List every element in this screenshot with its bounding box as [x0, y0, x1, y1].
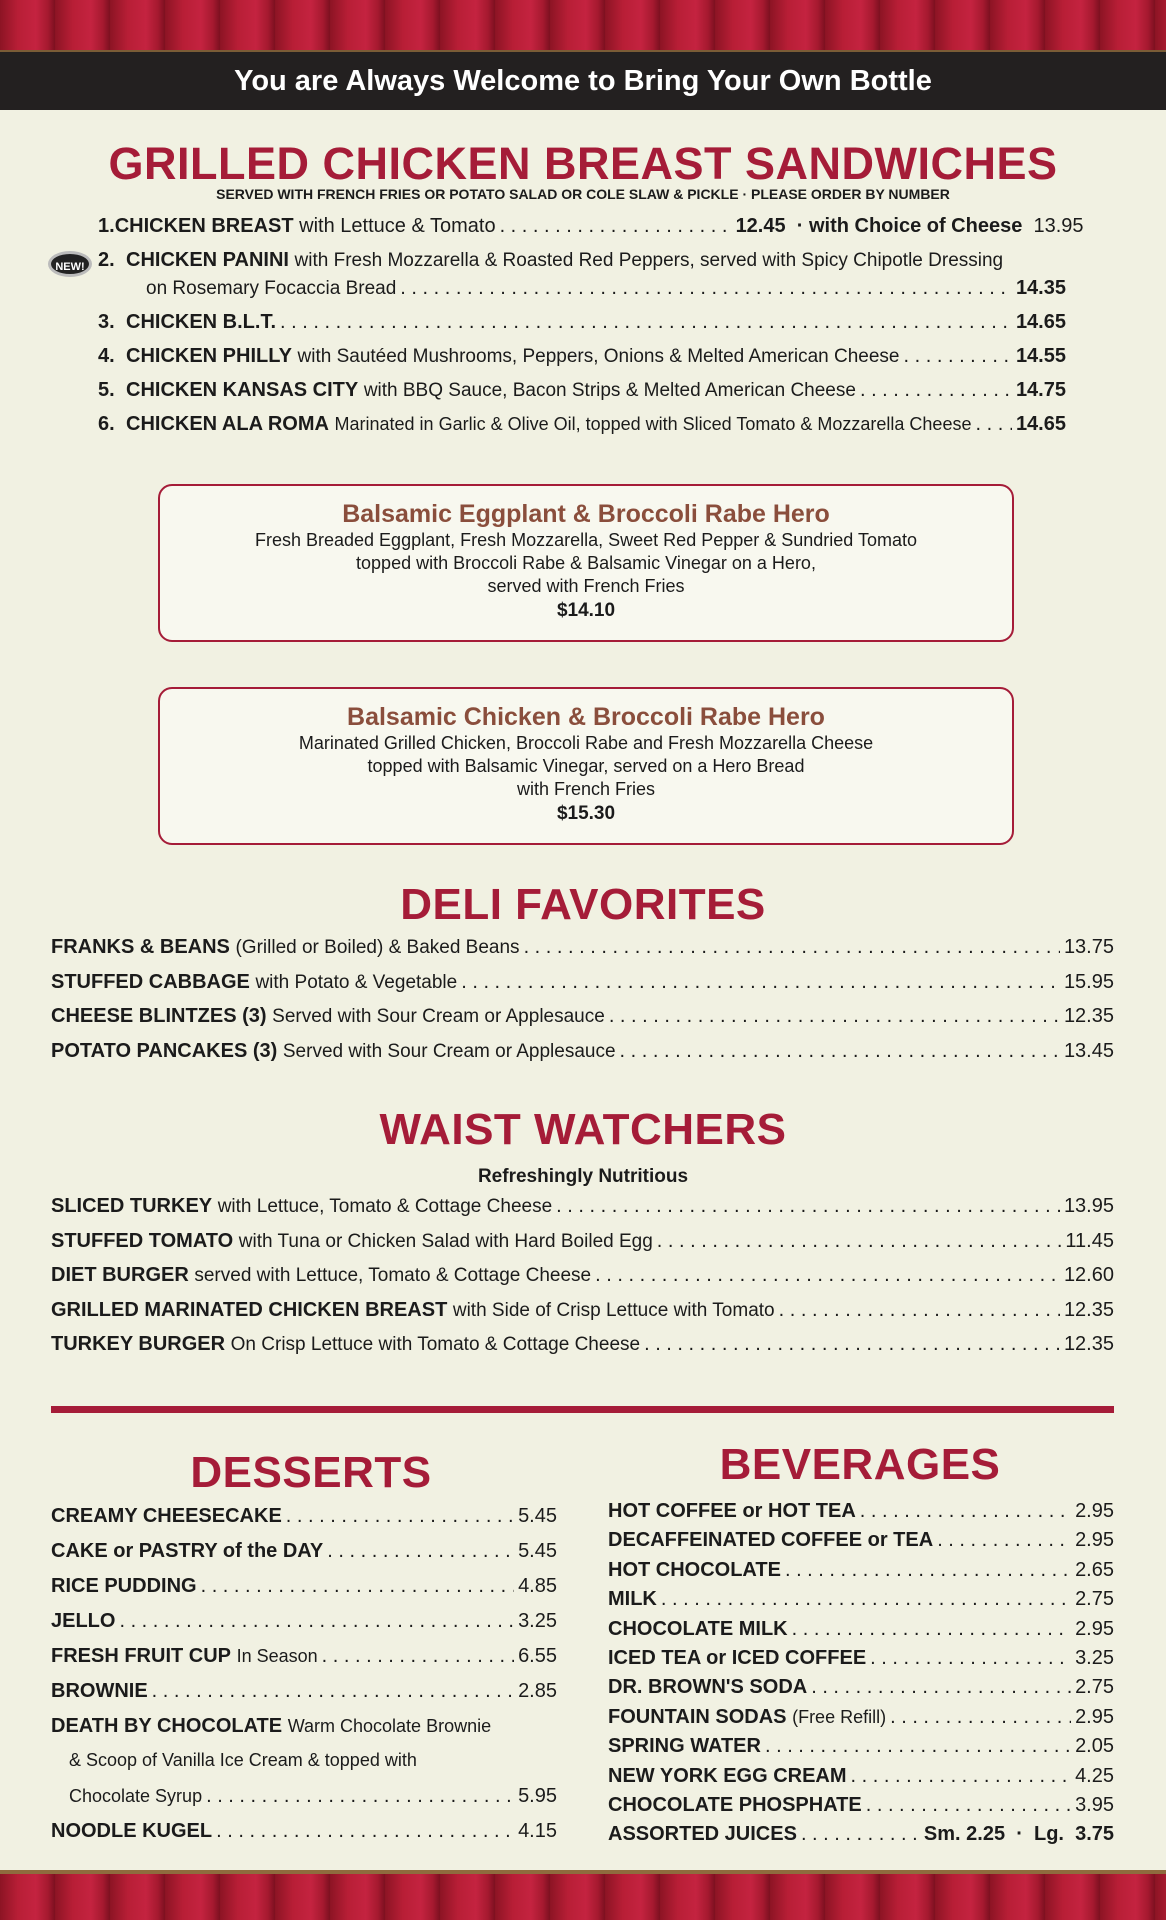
deli-title: DELI FAVORITES [400, 880, 766, 929]
list-item: CREAMY CHEESECAKE . . . 5.45 [51, 1505, 557, 1540]
list-item: 2. CHICKEN PANINI with Fresh Mozzarella & Roasted Red Peppers, served with Spicy Chipotle Dressing [98, 249, 1004, 271]
list-item: MILK . . . 2.75 [608, 1588, 1114, 1617]
list-item: 1. CHICKEN BREAST with Lettuce & Tomato . . . 12.45 · with Choice of Cheese 13.95 [98, 215, 1066, 249]
list-item: RICE PUDDING . . . 4.85 [51, 1575, 557, 1610]
list-item: 3. CHICKEN B.L.T. . . . 14.65 [98, 311, 1066, 345]
list-item: CHEESE BLINTZES (3) Served with Sour Cream or Applesauce . . . 12.35 [51, 1005, 1114, 1040]
list-item: TURKEY BURGER On Crisp Lettuce with Tomato & Cottage Cheese . . . 12.35 [51, 1333, 1114, 1368]
chicken-hero-box: Balsamic Chicken & Broccoli Rabe Hero Marinated Grilled Chicken, Broccoli Rabe and Fresh Mozzarella Cheese topped with Balsamic Vinegar, served on a Hero Bread with French Fries $15.30 [158, 687, 1014, 845]
list-item: DIET BURGER served with Lettuce, Tomato & Cottage Cheese . . . 12.60 [51, 1264, 1114, 1299]
list-item: HOT COFFEE or HOT TEA . . . 2.95 [608, 1500, 1114, 1529]
waist-subtitle: Refreshingly Nutritious [477, 1166, 689, 1187]
list-item: NOODLE KUGEL . . . 4.15 [51, 1820, 557, 1855]
list-item-continued: Chocolate Syrup . . . 5.95 [51, 1785, 557, 1820]
desserts-list [51, 1505, 557, 1855]
list-item-continued: & Scoop of Vanilla Ice Cream & topped with [69, 1750, 417, 1770]
desserts-title: DESSERTS [190, 1448, 432, 1497]
hero-title: Balsamic Eggplant & Broccoli Rabe Hero [342, 500, 830, 528]
sandwich-list [98, 215, 1084, 447]
list-item: DEATH BY CHOCOLATE Warm Chocolate Brownie [51, 1715, 492, 1737]
list-item: JELLO . . . 3.25 [51, 1610, 557, 1645]
waist-title: WAIST WATCHERS [379, 1105, 787, 1154]
list-item: SLICED TURKEY with Lettuce, Tomato & Cottage Cheese . . . 13.95 [51, 1195, 1114, 1230]
list-item: 4. CHICKEN PHILLY with Sautéed Mushrooms, Peppers, Onions & Melted American Cheese . . . 14.55 [98, 345, 1066, 379]
list-item: HOT CHOCOLATE . . . 2.65 [608, 1559, 1114, 1588]
list-item: ASSORTED JUICES . . . Sm. 2.25 · Lg. 3.75 [608, 1823, 1114, 1852]
list-item: NEW YORK EGG CREAM . . . 4.25 [608, 1765, 1114, 1794]
section-divider [51, 1406, 1114, 1413]
list-item: ICED TEA or ICED COFFEE . . . 3.25 [608, 1647, 1114, 1676]
list-item: POTATO PANCAKES (3) Served with Sour Cream or Applesauce . . . 13.45 [51, 1040, 1114, 1075]
list-item: SPRING WATER . . . 2.05 [608, 1735, 1114, 1764]
list-item: CHOCOLATE PHOSPHATE . . . 3.95 [608, 1794, 1114, 1823]
sandwiches-title: GRILLED CHICKEN BREAST SANDWICHES [108, 138, 1058, 189]
beverages-list [608, 1500, 1114, 1853]
list-item: DECAFFEINATED COFFEE or TEA . . . 2.95 [608, 1529, 1114, 1558]
hero-price: $14.10 [556, 600, 616, 621]
list-item: CAKE or PASTRY of the DAY . . . 5.45 [51, 1540, 557, 1575]
list-item: FRESH FRUIT CUP In Season . . . 6.55 [51, 1645, 557, 1680]
eggplant-hero-box: Balsamic Eggplant & Broccoli Rabe Hero Fresh Breaded Eggplant, Fresh Mozzarella, Sweet Red Pepper & Sundried Tomato topped with Broccoli Rabe & Balsamic Vinegar on a Hero, served with French Fries $14.10 [158, 484, 1014, 642]
waist-list [51, 1195, 1114, 1368]
list-item: 6. CHICKEN ALA ROMA Marinated in Garlic & Olive Oil, topped with Sliced Tomato & Mozzarella Cheese . . . 14.65 [98, 413, 1066, 447]
list-item: STUFFED CABBAGE with Potato & Vegetable . . . 15.95 [51, 971, 1114, 1006]
beverages-title: BEVERAGES [719, 1440, 1001, 1489]
sandwiches-subtitle: SERVED WITH FRENCH FRIES OR POTATO SALAD OR COLE SLAW & PICKLE · PLEASE ORDER BY NUMBER [216, 186, 950, 202]
top-border [0, 0, 1166, 50]
hero-price: $15.30 [556, 803, 616, 824]
bottom-border [0, 1870, 1166, 1920]
list-item-continued: on Rosemary Focaccia Bread . . . 14.35 [98, 277, 1066, 311]
deli-list [51, 936, 1114, 1074]
hero-title: Balsamic Chicken & Broccoli Rabe Hero [347, 703, 825, 731]
new-badge: NEW! [48, 251, 92, 277]
list-item: FRANKS & BEANS (Grilled or Boiled) & Baked Beans . . . 13.75 [51, 936, 1114, 971]
list-item: 5. CHICKEN KANSAS CITY with BBQ Sauce, Bacon Strips & Melted American Cheese . . . 14.75 [98, 379, 1066, 413]
list-item: GRILLED MARINATED CHICKEN BREAST with Side of Crisp Lettuce with Tomato . . . 12.35 [51, 1299, 1114, 1334]
list-item: STUFFED TOMATO with Tuna or Chicken Salad with Hard Boiled Egg . . . 11.45 [51, 1230, 1114, 1265]
list-item: DR. BROWN'S SODA . . . 2.75 [608, 1676, 1114, 1705]
list-item: CHOCOLATE MILK . . . 2.95 [608, 1618, 1114, 1647]
list-item: BROWNIE . . . 2.85 [51, 1680, 557, 1715]
list-item: FOUNTAIN SODAS (Free Refill) . . . 2.95 [608, 1706, 1114, 1735]
byob-banner: You are Always Welcome to Bring Your Own Bottle [0, 50, 1166, 110]
